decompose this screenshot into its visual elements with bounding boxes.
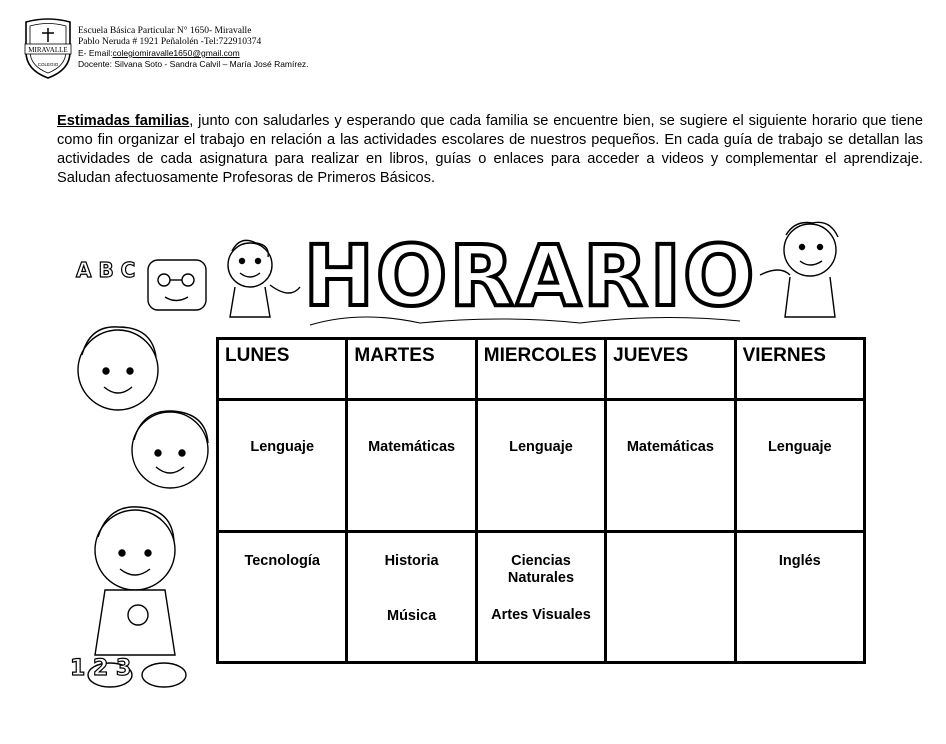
intro-paragraph (57, 112, 923, 188)
school-address: Pablo Neruda # 1921 Peñalolén -Tel:722910374 (78, 37, 262, 47)
day-header-miercoles: MIERCOLES (476, 339, 605, 400)
subject-artes: Artes Visuales (491, 606, 591, 623)
number-decor: 1 2 3 (70, 656, 132, 681)
intro-body: , junto con saludarles y esperando que cada familia se encuentre bien, se sugiere el siguiente horario que tiene como fin organizar el trabajo en relación a las actividades escolares de nuestros pequeños. En cada guía de trabajo se detallan las actividades de cada asignatura para realizar en libros, guías o enlaces para acceder a videos y complementar el aprendizaje. Saludan afectuosamente Profesoras de Primeros Básicos. (57, 112, 923, 186)
cell-lunes-2: Tecnología (218, 531, 347, 662)
school-crest-logo (22, 16, 74, 80)
cell-viernes-2: Inglés (735, 531, 864, 662)
subject-musica: Música (387, 607, 437, 624)
cell-miercoles-1: Lenguaje (476, 400, 605, 531)
cell-miercoles-2 (476, 531, 605, 662)
schedule-row-1 (218, 400, 865, 531)
cell-lunes-1: Lenguaje (218, 400, 347, 531)
crest-text: MIRAVALLE (28, 46, 68, 54)
days-header-row (218, 339, 865, 400)
day-header-jueves: JUEVES (606, 339, 735, 400)
day-header-martes: MARTES (347, 339, 476, 400)
school-header (78, 26, 309, 70)
abc-letters: A B C (76, 258, 136, 282)
kid-top-right-drawing (760, 222, 838, 317)
kids-column-drawing (78, 260, 208, 687)
cell-jueves-2 (606, 531, 735, 662)
cell-viernes-1: Lenguaje (735, 400, 864, 531)
teachers-line: Docente: Silvana Soto - Sandra Calvil – María José Ramírez. (78, 59, 309, 69)
kid-top-left-drawing (228, 240, 300, 317)
crest-subtext: COLEGIO (37, 62, 59, 67)
email-prefix: E- Email: (78, 48, 113, 58)
cell-martes-2 (347, 531, 476, 662)
schedule-table (216, 337, 866, 664)
school-name: Escuela Básica Particular N° 1650- Miravalle (78, 26, 252, 36)
schedule-row-2 (218, 531, 865, 662)
school-email-link[interactable]: colegiomiravalle1650@gmail.com (112, 48, 240, 58)
cell-jueves-1: Matemáticas (606, 400, 735, 531)
day-header-lunes: LUNES (218, 339, 347, 400)
school-email-line (78, 48, 309, 59)
intro-greeting: Estimadas familias (57, 112, 190, 129)
subject-historia: Historia (384, 552, 439, 569)
day-header-viernes: VIERNES (735, 339, 864, 400)
horario-title: HORARIO (303, 227, 757, 325)
cell-martes-1: Matemáticas (347, 400, 476, 531)
subject-ciencias: Ciencias Naturales (507, 552, 575, 586)
